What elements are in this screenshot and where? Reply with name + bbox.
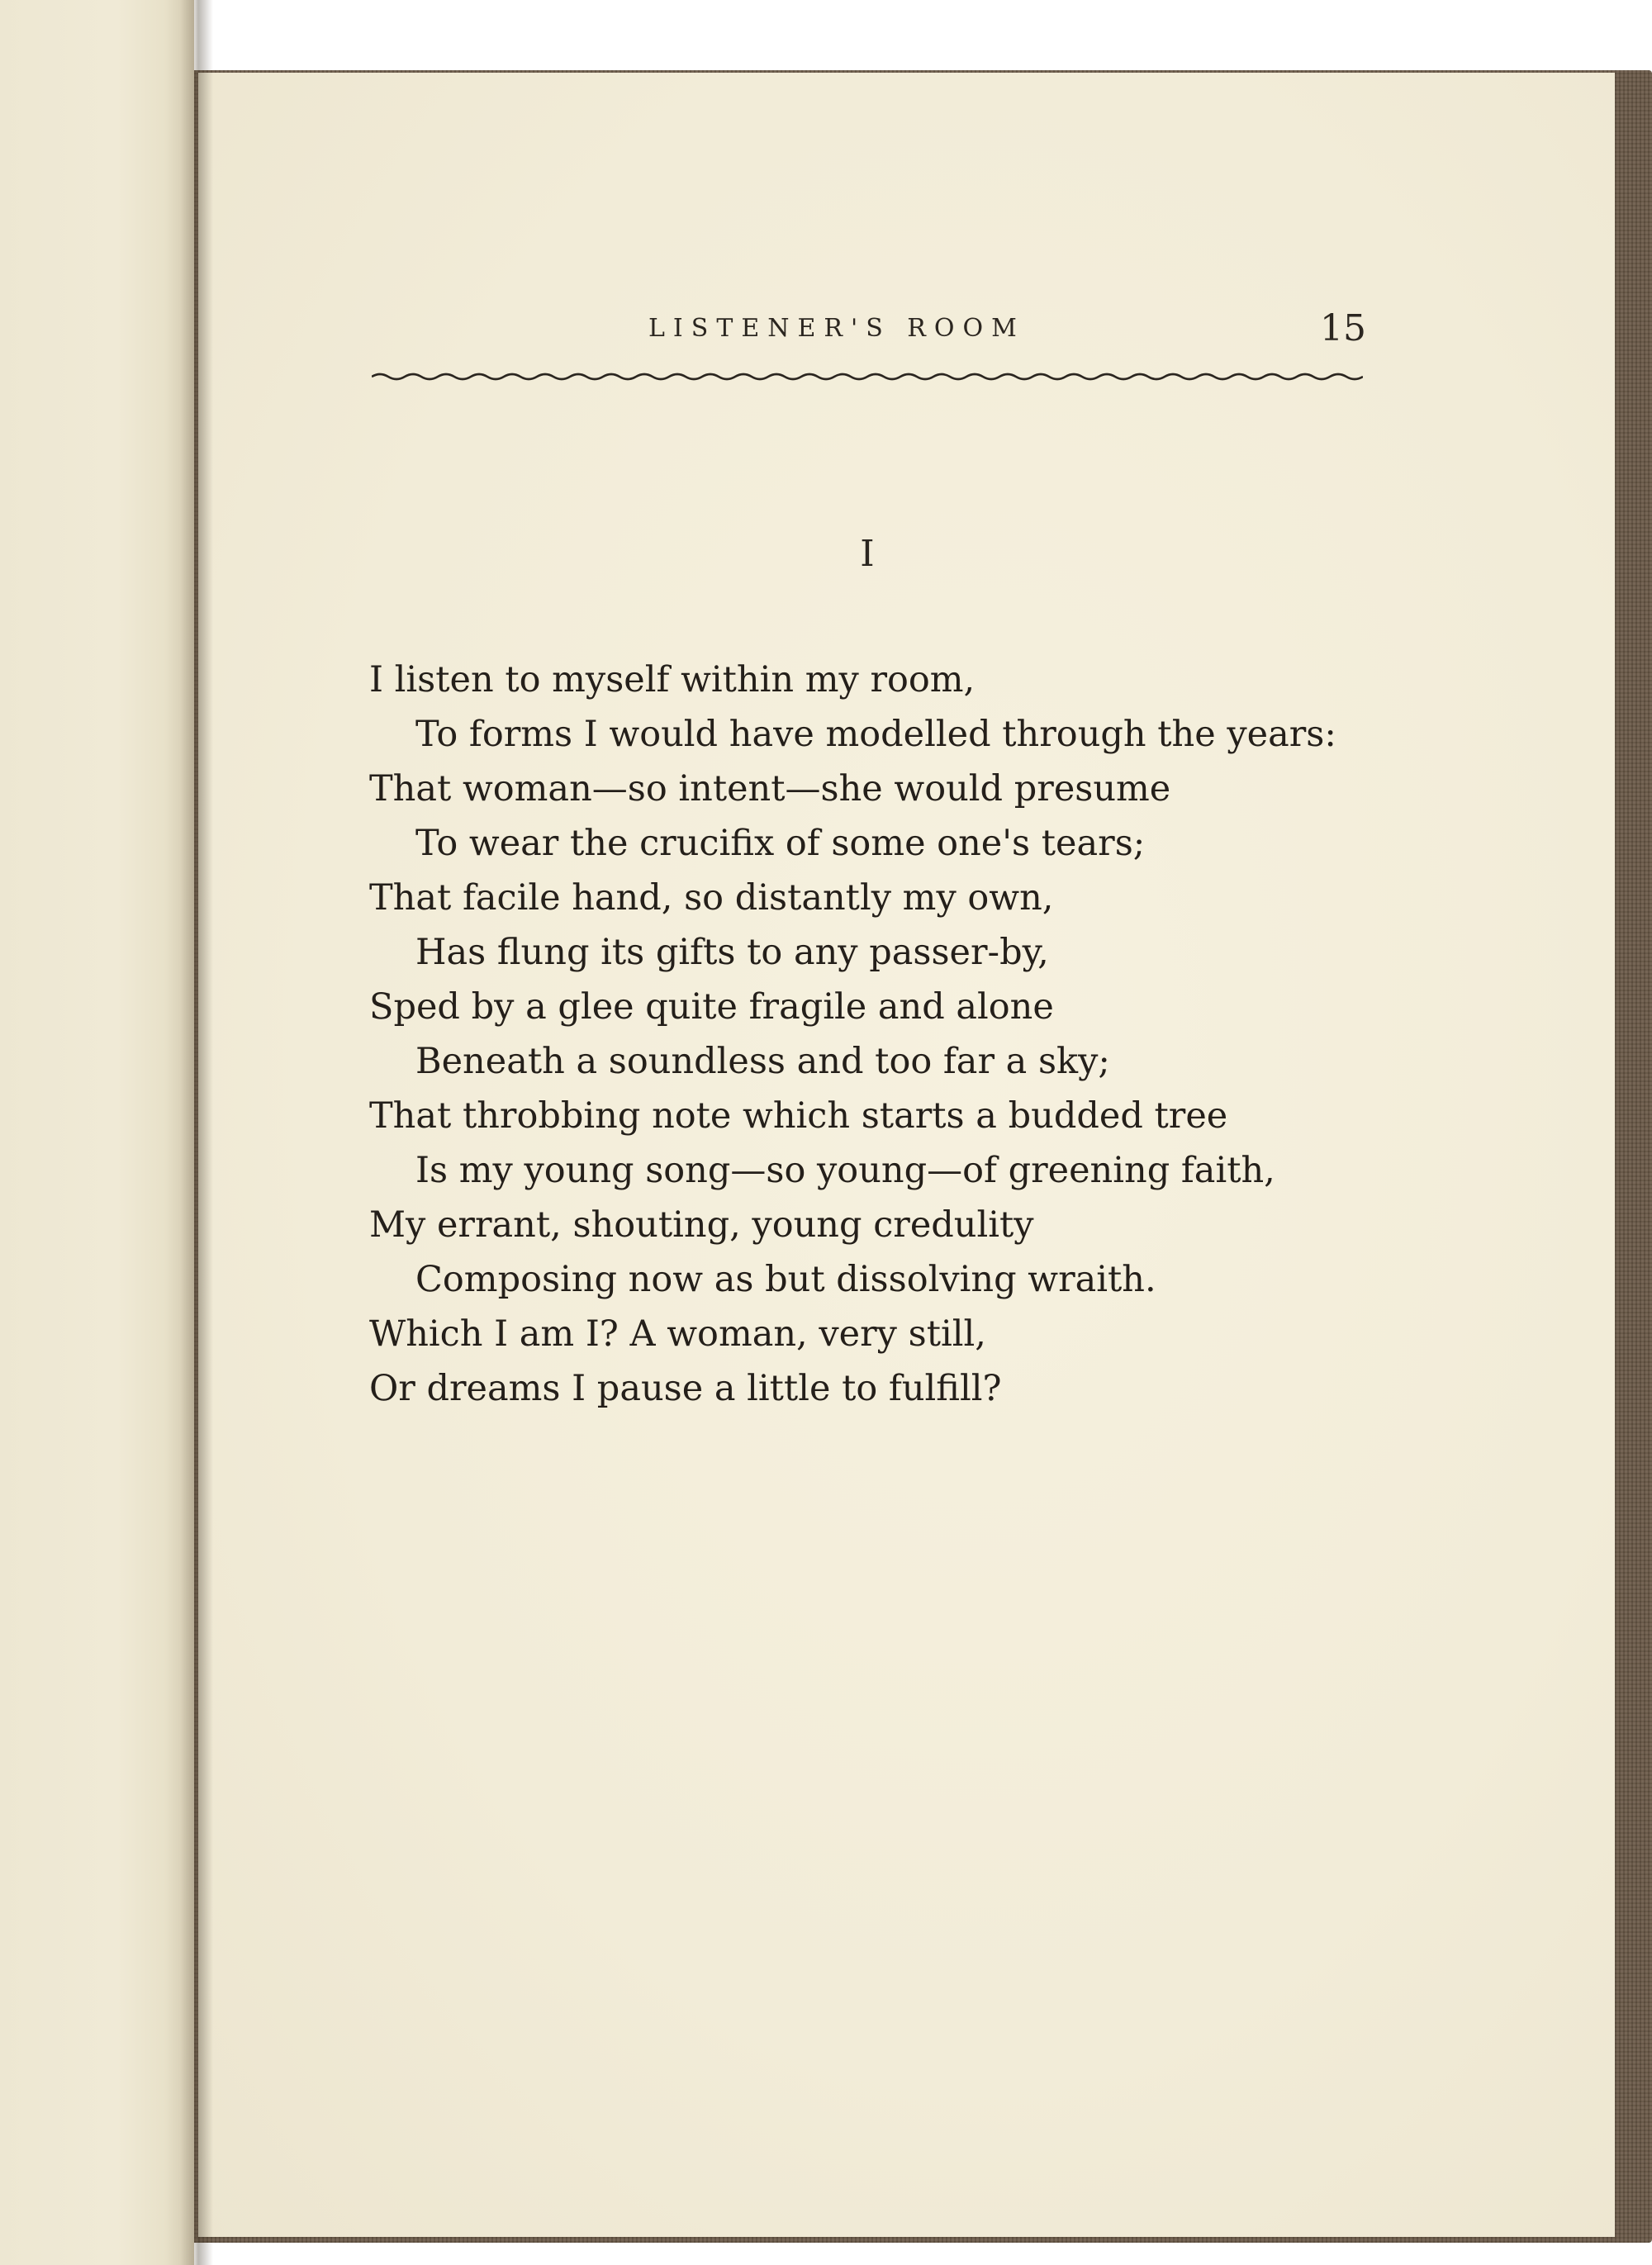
- section-numeral: I: [860, 533, 875, 575]
- poem-line: Composing now as but dissolving wraith.: [415, 1259, 1156, 1300]
- poem-line: That throbbing note which starts a budded tree: [369, 1095, 1228, 1137]
- poem-line: That woman—so intent—she would presume: [369, 768, 1171, 810]
- page-number: 15: [1320, 307, 1366, 349]
- poem-line: I listen to myself within my room,: [369, 659, 976, 700]
- poem-line: To forms I would have modelled through the years:: [415, 714, 1336, 755]
- poem-line: Has flung its gifts to any passer-by,: [415, 932, 1049, 973]
- poem-line: Or dreams I pause a little to fulfill?: [369, 1368, 1002, 1409]
- poem-line: Is my young song—so young—of greening faith,: [415, 1150, 1275, 1191]
- left-page: [0, 0, 194, 2265]
- poem-line: Which I am I? A woman, very still,: [369, 1313, 986, 1355]
- poem-line: Sped by a glee quite fragile and alone: [369, 986, 1054, 1028]
- poem-line: My errant, shouting, young credulity: [369, 1204, 1034, 1246]
- wavy-rule: [372, 367, 1363, 392]
- running-head: LISTENER'S ROOM: [648, 314, 1025, 343]
- poem: [369, 653, 1385, 1416]
- poem-line: To wear the crucifix of some one's tears;: [415, 823, 1146, 864]
- book-gutter: [180, 0, 213, 2265]
- poem-line: Beneath a soundless and too far a sky;: [415, 1041, 1110, 1082]
- wavy-rule-line: [372, 374, 1363, 379]
- page-header: [372, 307, 1366, 357]
- poem-line: That facile hand, so distantly my own,: [369, 877, 1054, 919]
